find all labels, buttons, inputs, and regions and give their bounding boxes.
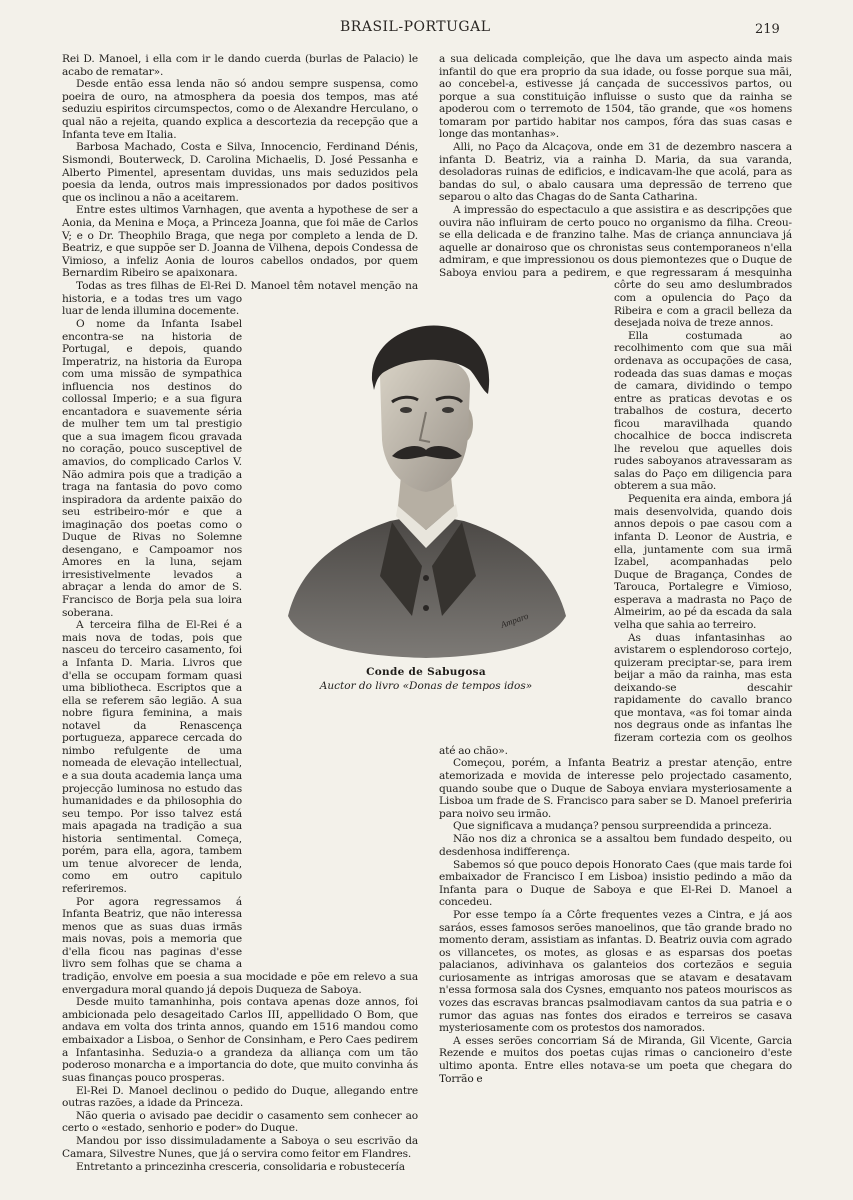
paragraph: A impressão do espectaculo a que assistira e as descripções que ouvira não influiram de certo pouco no organismo da filha. Creou-se ella delicada e de franzino talhe. Mas de criança annunciava já aquelle ar donairoso que os chronistas seus contemporaneos n'ella admiram, e que impressionou os dous piemontezes que o Duque de Saboya enviou para a pedirem, e que regressaram á mesquinha côrte do seu amo deslumbrados com a opulencia do Paço da Ribeira e com a gracil belleza da desejada noiva de treze annos. [439, 204, 792, 330]
paragraph: Pequenita era ainda, embora já mais desenvolvida, quando dois annos depois o pae casou com a infanta D. Leonor de Austria, e ella, juntamente com sua irmã Izabel, acompanhadas pelo Duque de Bragança, Condes de Tarouca, Portalegre e Vimioso, esperava a madrasta no Paço de Almeirim, ao pé da escada da sala velha que sahia ao terreiro. [614, 493, 792, 631]
paragraph: Que significava a mudança? pensou surpreendida a princeza. [453, 820, 772, 833]
paragraph: Barbosa Machado, Costa e Silva, Innocencio, Ferdinand Dénis, Sismondi, Bouterweck, D. Carolina Michaelis, D. José Pessanha e Alberto Pimentel, apresentam duvidas, uns mais seduzidos pela poesia da lenda, outros mais impressionados por dados positivos que os inclinou a não a aceitarem. [62, 141, 418, 204]
paragraph: Alli, no Paço da Alcaçova, onde em 31 de dezembro nascera a infanta D. Beatriz, via a rainha D. Maria, da sua varanda, desoladoras ruinas de edificios, e indicavam-lhe que acolá, para as bandas do sul, o abalo causara uma depressão de terreno que separou o alto das Chagas do de Santa Catharina. [439, 141, 792, 204]
paragraph: Não nos diz a chronica se a assaltou bem fundado despeito, ou desdenhosa indifferença. [439, 833, 792, 858]
paragraph: As duas infantasinhas ao avistarem o esplendoroso cortejo, quizeram preciptar-se, para irem beijar a mão da rainha, mas esta deixando-se descahir rapidamente do cavallo branco que montava, «as foi tomar ainda nos degraus onde as infantas lhe fizeram cortezia com os geolhos até ao chão». [439, 631, 792, 757]
caption-title: Conde de Sabugosa [366, 666, 486, 678]
paragraph: Mandou por isso dissimuladamente a Saboya o seu escrivão da Camara, Silvestre Nunes, que já o servira como feitor em Flandres. [62, 1135, 418, 1160]
page-number: 219 [755, 22, 780, 37]
paragraph: Entre estes ultimos Varnhagen, que aventa a hypothese de ser a Aonia, da Menina e Moça, a Princeza Joanna, que foi mãe de Carlos V; e o Dr. Theophilo Braga, que nega por completo a lenda de D. Beatriz, e que suppõe ser D. Joanna de Vilhena, depois Condessa de Vimioso, a infeliz Aonia de louros cabellos ondados, por quem Bernardim Ribeiro se apaixonara. [62, 204, 418, 280]
paragraph: Sabemos só que pouco depois Honorato Caes (que mais tarde foi embaixador de Francisco I em Lisboa) insistio pedindo a mão da Infanta para o Duque de Saboya e que El-Rei D. Manoel a concedeu. [439, 858, 792, 909]
portrait-photo [280, 316, 572, 662]
paragraph: O nome da Infanta Isabel encontra-se na historia de Portugal, e depois, quando Imperatriz, na historia da Europa com uma missão de sympathica influencia nos destinos do collossal Imperio; e a sua figura encantadora e suavemente séria de mulher tem um tal prestigio que a sua imagem ficou gravada no coração, pouco susceptivel de amavios, do complicado Carlos V. Não admira pois que a tradição a traga na fantasia do povo como inspiradora da ardente paixão do seu estribeiro-mór e que a imaginação dos poetas como o Duque de Rivas no Solemne desengano, e Campoamor nos Amores en la luna, sejam irresistivelmente levados a abraçar a lenda do amor de S. Francisco de Borja pela sua loira soberana. [62, 317, 242, 619]
paragraph: A esses serões concorriam Sá de Miranda, Gil Vicente, Garcia Rezende e muitos dos poetas cujas rimas o cancioneiro d'este ultimo aponta. Entre elles notava-se um poeta que chegara do Torrão e [439, 1034, 792, 1085]
running-header [0, 19, 853, 39]
paragraph: Desde então essa lenda não só andou sempre suspensa, como poeira de ouro, na atmosphera da poesia dos tempos, mas até seduziu espiritos circumspectos, como o de Alexandre Herculano, o qual não a rejeita, quando explica a descortezia da recepção que a Infanta teve em Italia. [62, 78, 418, 141]
caption-subtitle: Auctor do livro «Donas de tempos idos» [319, 680, 533, 692]
paragraph: Começou, porém, a Infanta Beatriz a prestar atenção, entre atemorizada e movida de interesse pelo projectado casamento, quando soube que o Duque de Saboya enviara mysteriosamente a Lisboa um frade de S. Francisco para saber se D. Manoel preferiria para noivo seu irmão. [439, 757, 792, 820]
paragraph: Entretanto a princezinha cresceria, consolidaria e robustecería [76, 1160, 405, 1173]
paragraph: A terceira filha de El-Rei é a mais nova de todas, pois que nasceu do terceiro casamento, foi a Infanta D. Maria. Livros que d'ella se occupam formam quasi uma bibliotheca. Escriptos que a ella se referem são legião. A sua nobre figura feminina, a mais notavel da Renascença portugueza, apparece cercada do nimbo refulgente de uma nomeada de elevação intellectual, e a sua douta academia lança uma projecção luminosa no estudo das humanidades e da philosophia do seu tempo. Por isso talvez está mais apagada na tradição a sua historia sentimental. Começa, porém, para ella, agora, tambem um tenue alvorecer de lenda, como em outro capitulo referiremos. [62, 619, 242, 895]
photo-signature: Amparo [499, 610, 530, 630]
paragraph: Todas as tres filhas de El-Rei D. Manoel têm notavel menção na historia, e a todas tres um vago luar de lenda illumina docemente. [62, 280, 418, 318]
paragraph: Por esse tempo ía a Côrte frequentes vezes a Cintra, e já aos saráos, esses famosos serões manoelinos, que tão grande brado no momento deram, assistiam as infantas. D. Beatriz ouvia com agrado os villancetes, os motes, as glosas e as esparsas dos poetas palacianos, adivinhava os galanteios dos cortezãos e seguia curiosamente as intrigas amorosas que se atavam e desatavam n'essa formosa sala dos Cysnes, emquanto nos pateos mouriscos as vozes das escravas brancas psalmodiavam cantos da sua patria e o rumor das aguas nas fontes dos eirados e terreiros se casava mysteriosamente com os protestos dos namorados. [439, 909, 792, 1035]
paragraph: a sua delicada compleição, que lhe dava um aspecto ainda mais infantil do que era proprio da sua idade, ou fosse porque sua mãi, ao concebel-a, estivesse já cançada de successivos partos, ou porque a sua constituição influisse o susto que da rainha se apoderou com o terremoto de 1504, tão grande, que «os homens tomaram por partido habitar nos campos, fóra das suas casas e longe das montanhas». [439, 53, 792, 141]
paragraph: Desde muito tamanhinha, pois contava apenas doze annos, foi ambicionada pelo desageitado Carlos III, appellidado O Bom, que andava em volta dos trinta annos, quando em 1516 mandou como embaixador a Lisboa, o Senhor de Consinham, e Pero Caes pedirem a Infantasinha. Seduzia-o a grandeza da alliança com um tão poderoso monarcha e a importancia do dote, que muito convinha ás suas finanças pouco prosperas. [62, 996, 418, 1084]
paragraph: Rei D. Manoel, i ella com ir le dando cuerda (burlas de Palacio) le acabo de rematar». [62, 53, 418, 78]
paragraph: Não queria o avisado pae decidir o casamento sem conhecer ao certo o «estado, senhorio e poder» do Duque. [62, 1109, 418, 1135]
figure-caption [280, 666, 572, 692]
paragraph: El-Rei D. Manoel declinou o pedido do Duque, allegando entre outras razões, a idade da Princeza. [62, 1084, 418, 1110]
paragraph: Por agora regressamos á Infanta Beatriz, que não interessa menos que as suas duas irmãs mais novas, pois a memoria que d'ella ficou nas paginas d'esse livro sem folhas que se chama a tradição, envolve em poesia a sua mocidade e põe em relevo a sua envergadura moral quando já depois Duqueza de Saboya. [62, 895, 418, 996]
running-title: BRASIL-PORTUGAL [340, 19, 491, 35]
paragraph: Ella costumada ao recolhimento com que sua mãi ordenava as occupações de casa, rodeada das suas damas e moças de camara, dividindo o tempo entre as praticas devotas e os trabalhos de costura, decerto ficou maravilhada quando chocalhice de bocca indiscreta lhe revelou que aquelles dois rudes saboyanos atravessaram as salas do Paço em diligencia para obterem a sua mão. [614, 329, 792, 493]
